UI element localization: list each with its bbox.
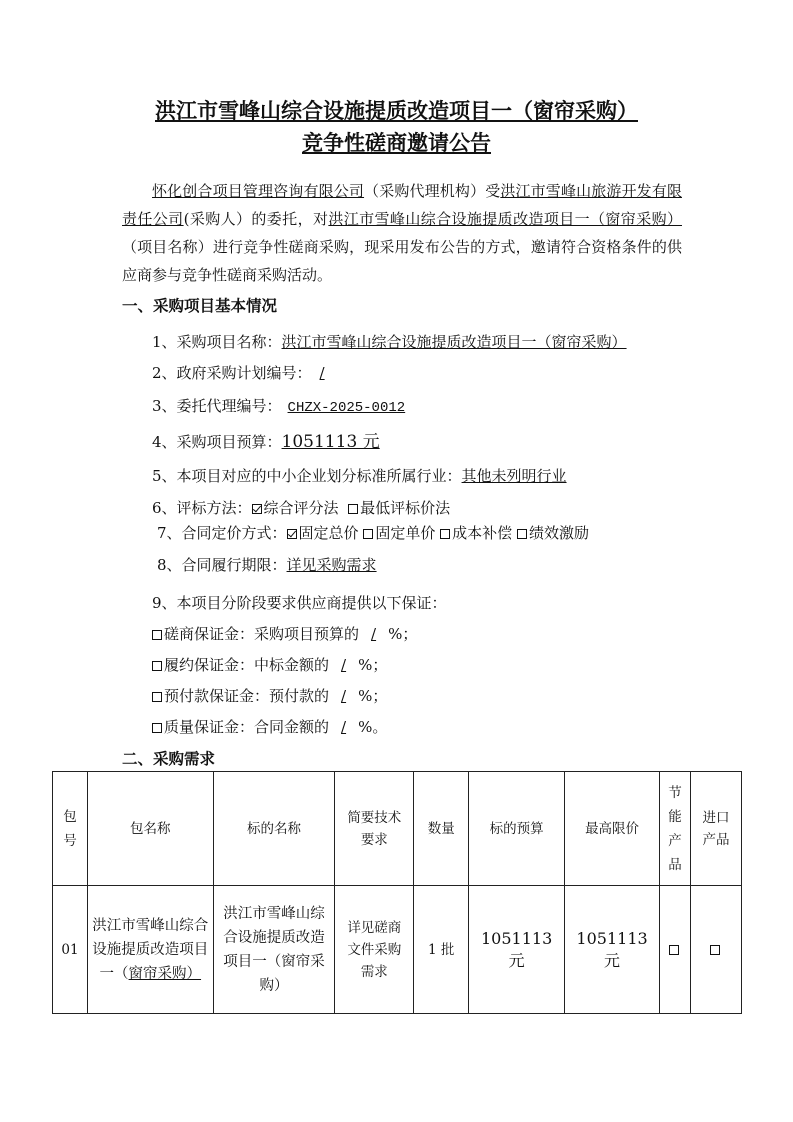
guarantee-prepayment — [152, 685, 387, 706]
item-8 — [157, 554, 389, 575]
cell-max-price: 1051113元 — [565, 886, 660, 1014]
checkbox-guarantee-prepayment[interactable] — [152, 692, 162, 702]
item-9 — [152, 592, 447, 613]
item-4-label: 4、采购项目预算： — [152, 433, 282, 451]
item-2-value: / — [319, 364, 325, 382]
guarantee-performance-label: 履约保证金：中标金额的 — [164, 656, 330, 674]
guarantee-bid-label: 磋商保证金：采购项目预算的 — [164, 625, 360, 643]
cell-package-name: 洪江市雪峰山综合设施提质改造项目一（窗帘采购） — [87, 886, 213, 1014]
item-4-value: 1051113 元 — [281, 432, 380, 452]
checkbox-cost-reimbursement[interactable] — [440, 529, 450, 539]
checkbox-comprehensive-scoring[interactable] — [252, 504, 262, 514]
option-lowest-price: 最低评标价法 — [360, 499, 451, 517]
requirements-table — [52, 771, 742, 1014]
cell-imported — [690, 886, 741, 1014]
cell-tech-requirements: 详见磋商文件采购需求 — [335, 886, 414, 1014]
cell-quantity: 1 批 — [414, 886, 469, 1014]
item-5 — [152, 465, 567, 486]
item-3 — [152, 395, 405, 416]
cell-budget: 1051113元 — [469, 886, 565, 1014]
option-performance-incentive: 绩效激励 — [528, 524, 589, 542]
checkbox-guarantee-performance[interactable] — [152, 661, 162, 671]
item-9-label: 9、本项目分阶段要求供应商提供以下保证： — [152, 594, 447, 612]
section-heading-basic-info: 一、采购项目基本情况 — [122, 297, 278, 315]
item-3-value: CHZX-2025-0012 — [287, 400, 406, 416]
option-comprehensive-scoring: 综合评分法 — [263, 499, 339, 517]
item-6-label: 6、评标方法： — [152, 499, 252, 517]
checkbox-fixed-total-price[interactable] — [287, 529, 297, 539]
item-1-value: 洪江市雪峰山综合设施提质改造项目一（窗帘采购） — [281, 333, 627, 351]
agent-name: 怀化创合项目管理咨询有限公司 — [152, 182, 365, 200]
item-5-label: 5、本项目对应的中小企业划分标准所属行业： — [152, 467, 462, 485]
purchaser-role: (采购人）的委托，对 — [183, 210, 329, 228]
table-row — [53, 886, 742, 1014]
option-cost-reimbursement: 成本补偿 — [452, 524, 513, 542]
checkbox-guarantee-bid[interactable] — [152, 630, 162, 640]
header-quantity: 数量 — [414, 772, 469, 886]
guarantee-prepayment-unit: %； — [358, 687, 388, 705]
header-package-name: 包名称 — [87, 772, 213, 886]
item-8-value: 详见采购需求 — [286, 556, 377, 574]
header-package-no: 包号 — [53, 772, 88, 886]
guarantee-quality-label: 质量保证金：合同金额的 — [164, 718, 330, 736]
table-header-row — [53, 772, 742, 886]
checkbox-guarantee-quality[interactable] — [152, 723, 162, 733]
purchaser-name: 洪江市雪峰山旅游开发有限责任公司 — [122, 182, 682, 228]
header-imported: 进口产品 — [690, 772, 741, 886]
header-max-price: 最高限价 — [565, 772, 660, 886]
guarantee-prepayment-label: 预付款保证金：预付款的 — [164, 687, 330, 705]
guarantee-quality-unit: %。 — [358, 718, 388, 736]
intro-rest: （项目名称）进行竞争性磋商采购，现采用发布公告的方式，邀请符合资格条件的供应商参与竞争性磋商采购活动。 — [122, 238, 682, 284]
header-item-name: 标的名称 — [213, 772, 335, 886]
guarantee-bid-unit: %； — [388, 625, 418, 643]
guarantee-performance-value: / — [341, 656, 347, 674]
guarantee-quality — [152, 716, 387, 737]
option-fixed-unit-price: 固定单价 — [375, 524, 436, 542]
item-4 — [152, 427, 380, 452]
item-7-label: 7、合同定价方式： — [157, 524, 287, 542]
checkbox-performance-incentive[interactable] — [517, 529, 527, 539]
project-name: 洪江市雪峰山综合设施提质改造项目一（窗帘采购） — [328, 210, 682, 228]
intro-paragraph — [122, 177, 682, 289]
header-energy-saving: 节能产品 — [660, 772, 691, 886]
agent-role: （采购代理机构）受 — [364, 182, 501, 200]
item-5-value: 其他未列明行业 — [461, 467, 567, 485]
item-1 — [152, 331, 627, 352]
guarantee-prepayment-value: / — [341, 687, 347, 705]
header-budget: 标的预算 — [469, 772, 565, 886]
cell-package-no: 01 — [53, 886, 88, 1014]
checkbox-energy-saving[interactable] — [669, 945, 679, 955]
cell-energy-saving — [660, 886, 691, 1014]
checkbox-imported[interactable] — [710, 945, 720, 955]
checkbox-fixed-unit-price[interactable] — [363, 529, 373, 539]
item-2 — [152, 362, 333, 383]
item-3-label: 3、委托代理编号： — [152, 397, 282, 415]
guarantee-quality-value: / — [341, 718, 347, 736]
item-2-label: 2、政府采购计划编号： — [152, 364, 312, 382]
cell-item-name: 洪江市雪峰山综合设施提质改造项目一（窗帘采购） — [213, 886, 335, 1014]
guarantee-performance-unit: %； — [358, 656, 388, 674]
item-6 — [152, 497, 450, 518]
section-heading-requirements: 二、采购需求 — [122, 750, 216, 768]
document-title-line1: 洪江市雪峰山综合设施提质改造项目一（窗帘采购） — [155, 99, 638, 123]
checkbox-lowest-price[interactable] — [348, 504, 358, 514]
option-fixed-total-price: 固定总价 — [298, 524, 359, 542]
guarantee-performance — [152, 654, 387, 675]
guarantee-bid-value: / — [371, 625, 377, 643]
guarantee-bid — [152, 623, 417, 644]
item-7 — [157, 522, 589, 543]
document-title-line2: 竞争性磋商邀请公告 — [302, 131, 491, 155]
item-8-label: 8、合同履行期限： — [157, 556, 287, 574]
item-1-label: 1、采购项目名称： — [152, 333, 282, 351]
header-tech-requirements: 简要技术要求 — [335, 772, 414, 886]
